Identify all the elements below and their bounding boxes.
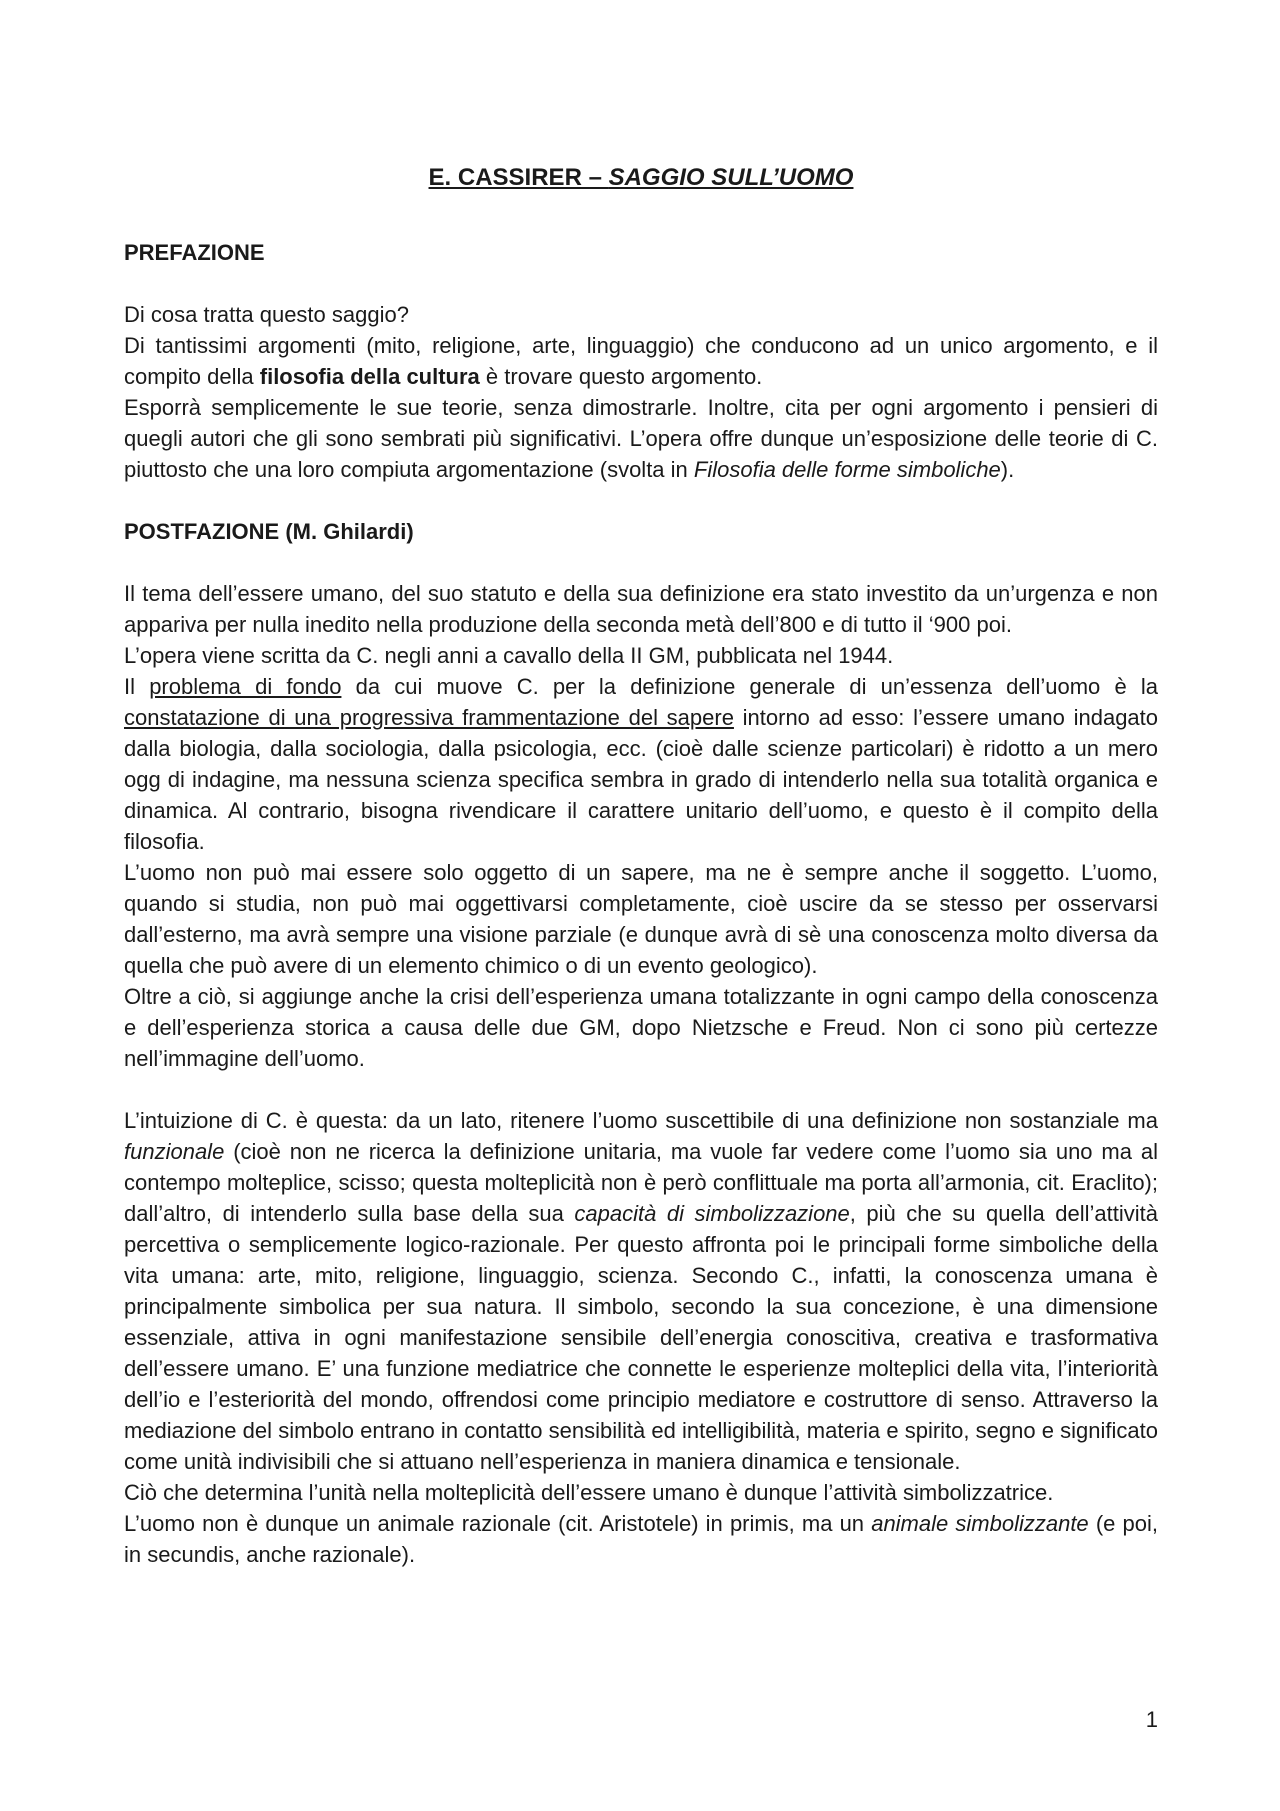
- title-work: SAGGIO SULL’UOMO: [608, 164, 854, 191]
- postfazione-paragraph-3: Il problema di fondo da cui muove C. per la definizione generale di un’essenza dell’uomo è la constatazione di una progressiva frammentazione del sapere intorno ad esso: l’essere umano indagato dalla biologia, dalla sociologia, dalla psicologia, ecc. (cioè dalle scienze particolari) è ridotto a un mero ogg di indagine, ma nessuna scienza specifica sembra in grado di intenderlo nella sua totalità organica e dinamica. Al contrario, bisogna rivendicare il carattere unitario dell’uomo, e questo è il compito della filosofia.: [124, 674, 1159, 854]
- postfazione-paragraph-2: L’opera viene scritta da C. negli anni a cavallo della II GM, pubblicata nel 1944.: [124, 643, 894, 668]
- postfazione-paragraph-1: Il tema dell’essere umano, del suo statuto e della sua definizione era stato investito da un’urgenza e non appariva per nulla inedito nella produzione della seconda metà dell’800 e di tutto il ‘900 poi.: [124, 581, 1158, 637]
- postfazione-paragraph-6: L’intuizione di C. è questa: da un lato, ritenere l’uomo suscettibile di una definizione non sostanziale ma funzionale (cioè non ne ricerca la definizione unitaria, ma vuole far vedere come l’uomo sia uno ma al contempo molteplice, scisso; questa molteplicità non è però conflittuale ma porta all’armonia, cit. Eraclito); dall’altro, di intenderlo sulla base della sua capacità di simbolizzazione, più che su quella dell’attività percettiva o semplicemente logico-razionale. Per questo affronta poi le principali forme simboliche della vita umana: arte, mito, religione, linguaggio, scienza. Secondo C., infatti, la conoscenza umana è principalmente simbolica per sua natura. Il simbolo, secondo la sua concezione, è una dimensione essenziale, attiva in ogni manifestazione sensibile dell’energia conoscitiva, creativa e trasformativa dell’essere umano. E’ una funzione mediatrice che connette le esperienze molteplici della vita, l’interiorità dell’io e l’esteriorità del mondo, offrendosi come principio mediatore e costruttore di senso. Attraverso la mediazione del simbolo entrano in contatto sensibilità ed intelligibilità, materia e spirito, segno e significato come unità indivisibili che si attuano nell’esperienza in maniera dinamica e tensionale.: [124, 1108, 1159, 1474]
- section-heading-postfazione: POSTFAZIONE (M. Ghilardi): [124, 519, 414, 544]
- postfazione-paragraph-7: Ciò che determina l’unità nella molteplicità dell’essere umano è dunque l’attività simbolizzatrice.: [124, 1480, 1054, 1505]
- page-number: 1: [1145, 1707, 1158, 1732]
- title-author: E. CASSIRER –: [428, 164, 609, 191]
- prefazione-paragraph-2: Esporrà semplicemente le sue teorie, senza dimostrarle. Inoltre, cita per ogni argomento i pensieri di quegli autori che gli sono sembrati più significativi. L’opera offre dunque un’esposizione delle teorie di C. piuttosto che una loro compiuta argomentazione (svolta in Filosofia delle forme simboliche).: [124, 395, 1158, 482]
- postfazione-paragraph-8: L’uomo non è dunque un animale razionale (cit. Aristotele) in primis, ma un animale simbolizzante (e poi, in secundis, anche razionale).: [124, 1511, 1158, 1567]
- section-heading-prefazione: PREFAZIONE: [124, 240, 265, 265]
- prefazione-question: Di cosa tratta questo saggio?: [124, 302, 409, 327]
- postfazione-paragraph-4: L’uomo non può mai essere solo oggetto di un sapere, ma ne è sempre anche il soggetto. L’uomo, quando si studia, non può mai oggettivarsi completamente, cioè uscire da se stesso per osservarsi dall’esterno, ma avrà sempre una visione parziale (e dunque avrà di sè una conoscenza molto diversa da quella che può avere di un elemento chimico o di un evento geologico).: [124, 860, 1158, 978]
- document-title: [124, 162, 1158, 193]
- postfazione-paragraph-5: Oltre a ciò, si aggiunge anche la crisi dell’esperienza umana totalizzante in ogni campo della conoscenza e dell’esperienza storica a causa delle due GM, dopo Nietzsche e Freud. Non ci sono più certezze nell’immagine dell’uomo.: [124, 984, 1158, 1071]
- prefazione-paragraph-1: Di tantissimi argomenti (mito, religione, arte, linguaggio) che conducono ad un unico argomento, e il compito della filosofia della cultura è trovare questo argomento.: [124, 333, 1158, 389]
